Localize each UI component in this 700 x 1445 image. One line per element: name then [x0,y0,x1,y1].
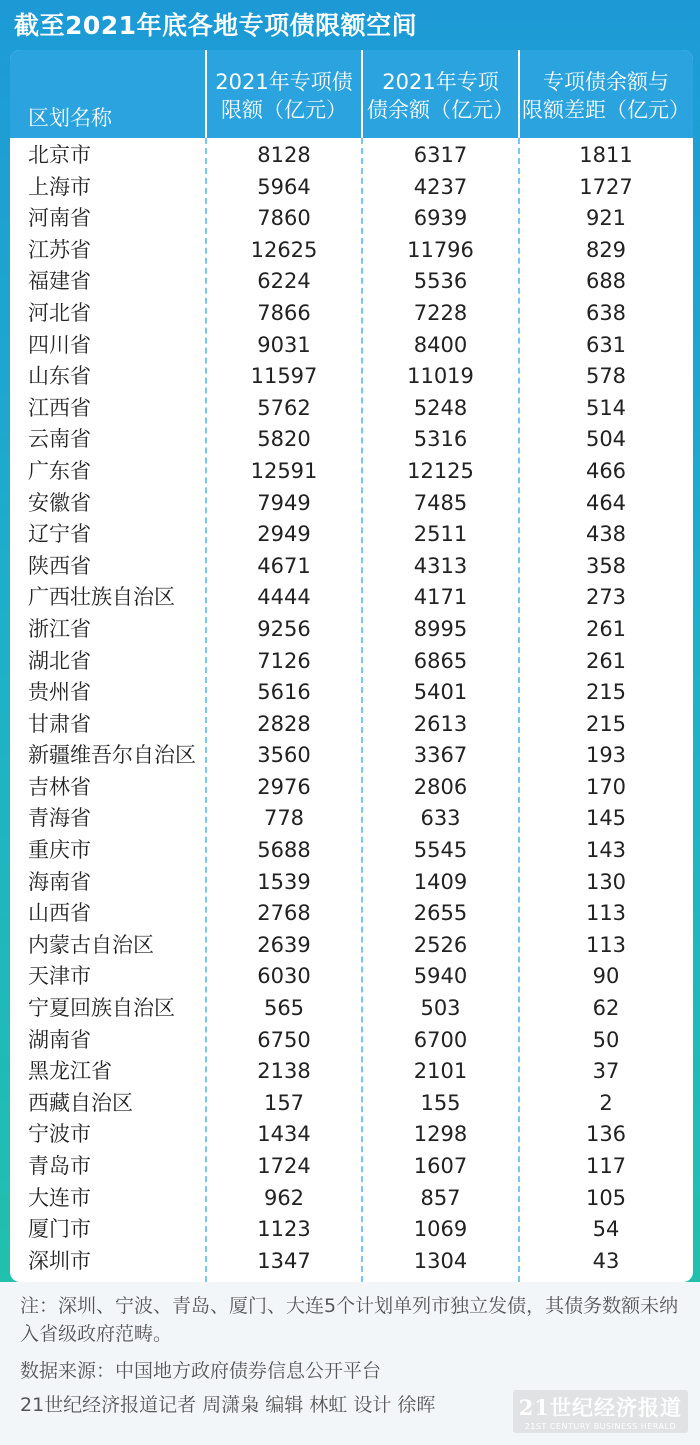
table-row [10,203,693,235]
gap-value: 136 [585,1122,627,1147]
gap-value: 170 [585,774,627,799]
gap-value: 261 [585,648,627,673]
table-row [10,740,693,772]
region-name: 广东省 [28,458,91,483]
table-row [10,519,693,551]
balance-value: 6939 [413,206,468,231]
balance-value: 4237 [413,174,468,199]
limit-value: 2949 [257,522,311,547]
gap-value: 50 [592,1027,620,1052]
table-row [10,646,693,678]
table-row [10,172,693,204]
region-name: 云南省 [28,427,91,452]
limit-value: 778 [263,806,305,831]
limit-value: 6224 [257,269,311,294]
table-row [10,803,693,835]
table-row [10,551,693,583]
gap-value: 358 [585,553,627,578]
region-name: 湖北省 [28,648,91,673]
table-row [10,993,693,1025]
table-row [10,140,693,172]
region-name: 河北省 [28,300,91,325]
table-row [10,298,693,330]
balance-value: 1069 [413,1217,468,1242]
balance-value: 2655 [413,901,468,926]
balance-value: 8995 [413,616,468,641]
gap-value: 464 [585,490,627,515]
region-name: 厦门市 [28,1217,91,1242]
limit-value: 5964 [257,174,311,199]
gap-value: 43 [592,1248,620,1273]
balance-value: 3367 [413,743,468,768]
header-limit [206,50,362,138]
gap-value: 273 [585,585,627,610]
table-row [10,1151,693,1183]
balance-value: 633 [420,806,461,831]
gap-value: 145 [585,806,627,831]
limit-value: 2639 [257,932,311,957]
header-divider [205,50,207,138]
region-name: 天津市 [28,964,91,989]
table-row [10,1214,693,1246]
balance-value: 5536 [413,269,468,294]
gap-value: 829 [585,237,627,262]
table-row [10,1056,693,1088]
region-name: 江苏省 [28,237,91,262]
region-name: 吉林省 [28,774,91,799]
limit-value: 1123 [257,1217,311,1242]
gap-value: 631 [585,332,627,357]
region-name: 大连市 [28,1185,91,1210]
table-row [10,898,693,930]
region-name: 福建省 [28,269,91,294]
limit-value: 9256 [257,616,311,641]
limit-value: 9031 [257,332,311,357]
header-gap-line2: 限额差距（亿元） [522,98,690,122]
header-region [10,50,206,138]
gap-value: 37 [592,1059,620,1084]
limit-value: 6750 [257,1027,311,1052]
region-name: 河南省 [28,206,91,231]
balance-value: 6865 [413,648,468,673]
balance-value: 11796 [407,237,474,262]
balance-value: 1304 [413,1248,468,1273]
limit-value: 2828 [257,711,311,736]
region-name: 北京市 [28,143,91,167]
limit-value: 962 [263,1185,305,1210]
region-name: 青岛市 [28,1154,91,1178]
region-name: 山东省 [28,364,91,389]
gap-value: 466 [585,458,627,483]
balance-value: 6317 [413,143,468,167]
gap-value: 193 [585,743,627,768]
balance-value: 8400 [413,332,468,357]
limit-value: 6030 [257,964,311,989]
page-title: 截至2021年底各地专项债限额空间 [14,11,418,40]
gap-value: 2 [599,1090,613,1115]
region-name: 深圳市 [28,1248,91,1273]
limit-value: 12591 [250,458,318,483]
region-name: 江西省 [28,395,91,420]
table-row [10,614,693,646]
region-name: 宁波市 [28,1122,91,1147]
region-name: 重庆市 [28,838,91,863]
table-body [10,140,693,1277]
region-name: 西藏自治区 [28,1090,133,1115]
table-row [10,266,693,298]
limit-value: 4671 [257,553,311,578]
limit-value: 7866 [257,300,311,325]
balance-value: 503 [420,996,461,1021]
limit-value: 1434 [257,1122,311,1147]
header-limit-line1: 2021年专项债 [215,70,353,94]
limit-value: 7860 [257,206,311,231]
limit-value: 4444 [257,585,311,610]
balance-value: 2526 [413,932,468,957]
gap-value: 438 [585,522,627,547]
data-source: 数据来源：中国地方政府债券信息公开平台 [20,1360,382,1382]
brand-logo-tagline: 21ST CENTURY BUSINESS HERALD [524,1422,677,1431]
table-row [10,961,693,993]
balance-value: 11019 [407,364,474,389]
region-name: 海南省 [28,869,91,894]
balance-value: 2806 [413,774,468,799]
limit-value: 1347 [257,1248,311,1273]
gap-value: 215 [585,680,627,705]
limit-value: 11597 [250,364,318,389]
brand-logo [513,1390,688,1433]
region-name: 新疆维吾尔自治区 [28,743,196,768]
gap-value: 54 [592,1217,620,1242]
balance-value: 5248 [413,395,468,420]
limit-value: 565 [263,996,305,1021]
table-row [10,1183,693,1215]
limit-value: 1539 [257,869,311,894]
table-row [10,456,693,488]
balance-value: 6700 [413,1027,468,1052]
region-name: 陕西省 [28,553,91,578]
footnote: 注：深圳、宁波、青岛、厦门、大连5个计划单列市独立发债，其债务数额未纳入省级政府范畴。 [20,1295,679,1345]
balance-value: 155 [420,1090,461,1115]
table-row [10,772,693,804]
limit-value: 5688 [257,838,311,863]
gap-value: 578 [585,364,627,389]
gap-value: 261 [585,616,627,641]
limit-value: 157 [263,1090,305,1115]
balance-value: 12125 [407,458,474,483]
limit-value: 5820 [257,427,311,452]
gap-value: 90 [592,964,620,989]
region-name: 青海省 [28,806,91,831]
balance-value: 2511 [413,522,468,547]
balance-value: 1298 [413,1122,468,1147]
table-row [10,235,693,267]
table-row [10,677,693,709]
gap-value: 638 [585,300,627,325]
gap-value: 62 [592,996,620,1021]
limit-value: 12625 [250,237,318,262]
table-row [10,835,693,867]
region-name: 湖南省 [28,1027,91,1052]
header-divider [518,50,520,138]
region-name: 四川省 [28,332,91,357]
header-balance-line1: 2021年专项 [382,70,499,94]
balance-value: 2101 [413,1059,468,1084]
region-name: 内蒙古自治区 [28,932,154,957]
region-name: 安徽省 [28,490,91,515]
region-name: 山西省 [28,901,91,926]
gap-value: 1811 [579,143,633,167]
gap-value: 921 [585,206,627,231]
balance-value: 2613 [413,711,468,736]
region-name: 宁夏回族自治区 [28,996,175,1021]
table-row [10,488,693,520]
balance-value: 4313 [413,553,468,578]
gap-value: 113 [585,932,627,957]
table-header [10,50,693,138]
table-row [10,393,693,425]
table-row [10,424,693,456]
gap-value: 105 [585,1185,627,1210]
gap-value: 688 [585,269,627,294]
gap-value: 113 [585,901,627,926]
table-row [10,361,693,393]
header-balance-line2: 债余额（亿元） [367,98,514,122]
region-name: 浙江省 [28,616,91,641]
limit-value: 2768 [257,901,311,926]
limit-value: 3560 [257,743,311,768]
header-limit-line2: 限额（亿元） [220,98,347,122]
region-name: 辽宁省 [28,522,91,547]
table-row [10,1088,693,1120]
header-region-label: 区划名称 [28,106,112,130]
limit-value: 2138 [257,1059,311,1084]
table-row [10,1119,693,1151]
data-table [10,50,693,1282]
balance-value: 5401 [413,680,468,705]
limit-value: 7126 [257,648,311,673]
table-row [10,709,693,741]
limit-value: 8128 [257,143,311,167]
table-row [10,930,693,962]
balance-value: 7228 [413,300,468,325]
limit-value: 5616 [257,680,311,705]
region-name: 上海市 [28,174,91,199]
region-name: 广西壮族自治区 [28,585,175,610]
balance-value: 1409 [413,869,468,894]
gap-value: 143 [585,838,627,863]
credits: 21世纪经济报道记者 周潇枭 编辑 林虹 设计 徐晖 [20,1394,436,1416]
brand-logo-name: 21世纪经济报道 [518,1395,682,1420]
gap-value: 130 [585,869,627,894]
balance-value: 7485 [413,490,468,515]
limit-value: 7949 [257,490,311,515]
table-row [10,582,693,614]
region-name: 贵州省 [28,680,91,705]
gap-value: 504 [585,427,627,452]
gap-value: 514 [585,395,627,420]
table-row [10,1025,693,1057]
gap-value: 215 [585,711,627,736]
header-divider [361,50,363,138]
limit-value: 1724 [257,1154,311,1178]
balance-value: 1607 [413,1154,468,1178]
gap-value: 1727 [579,174,633,199]
balance-value: 5940 [413,964,468,989]
limit-value: 5762 [257,395,311,420]
footer [0,1282,700,1445]
region-name: 甘肃省 [28,711,91,736]
header-gap-line1: 专项债余额与 [543,70,669,94]
balance-value: 5545 [413,838,468,863]
limit-value: 2976 [257,774,311,799]
gap-value: 117 [585,1154,627,1178]
region-name: 黑龙江省 [28,1059,112,1084]
table-row [10,1246,693,1278]
table-row [10,330,693,362]
header-gap [519,50,693,138]
table-row [10,867,693,899]
balance-value: 5316 [413,427,468,452]
balance-value: 4171 [413,585,468,610]
header-balance [362,50,519,138]
balance-value: 857 [420,1185,461,1210]
